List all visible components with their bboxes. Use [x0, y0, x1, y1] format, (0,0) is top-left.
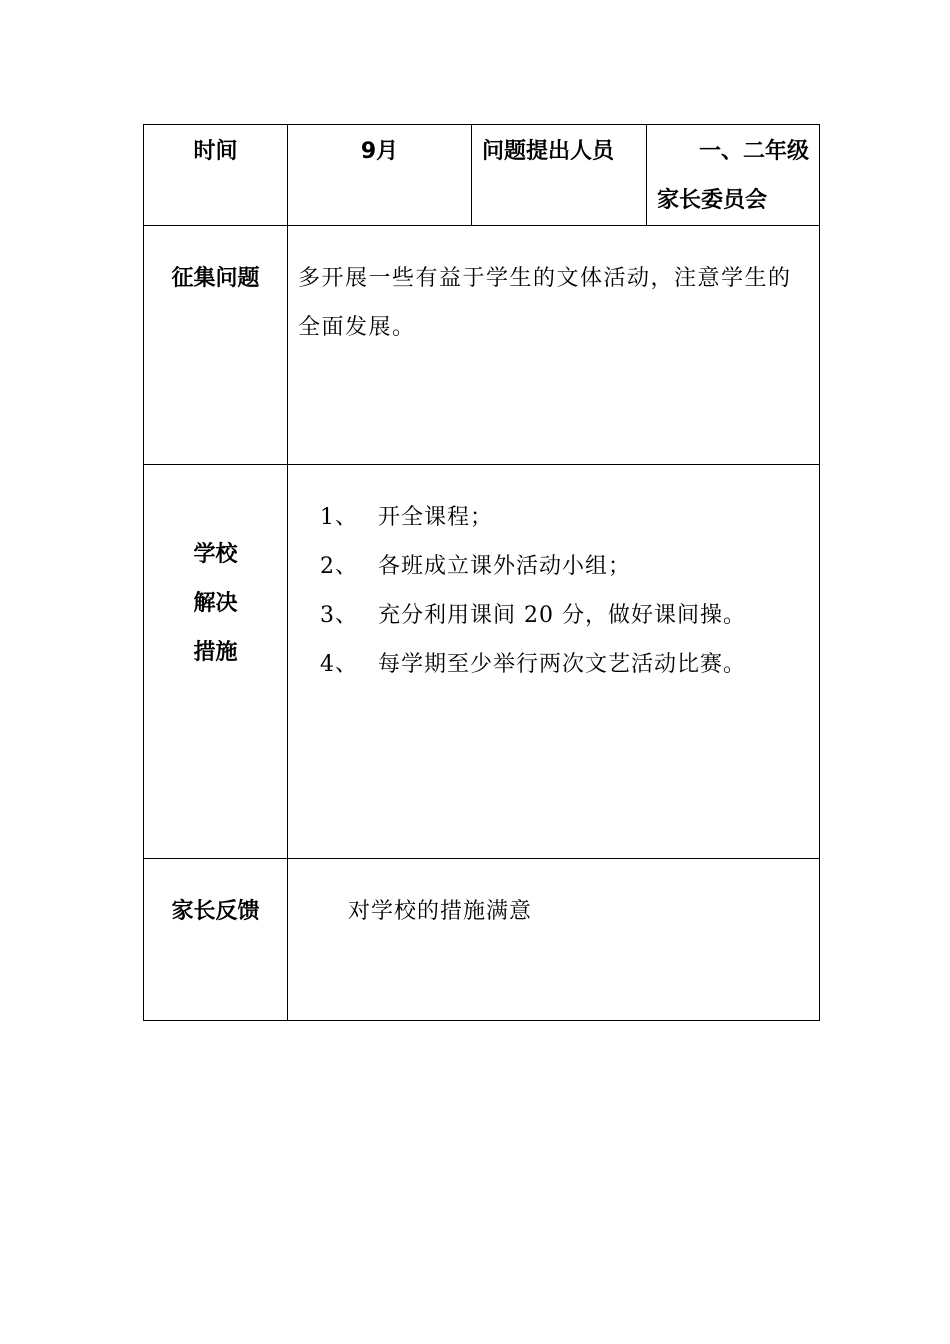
question-row	[144, 226, 820, 465]
raiser-label: 问题提出人员	[472, 125, 647, 226]
question-label: 征集问题	[144, 226, 288, 465]
measure-text: 每学期至少举行两次文艺活动比赛。	[378, 652, 747, 677]
measures-label-line-3: 措施	[193, 640, 238, 665]
measure-number: 3、	[320, 603, 358, 628]
measure-item	[320, 591, 819, 640]
measures-row	[144, 465, 820, 859]
measure-number: 1、	[320, 505, 358, 530]
measure-item	[320, 640, 819, 689]
time-label: 时间	[144, 125, 288, 226]
measure-text: 开全课程；	[378, 505, 494, 530]
raiser-value-line1: 一、二年级	[698, 139, 809, 164]
measures-label-line-2: 解决	[193, 591, 238, 616]
header-row	[144, 125, 820, 226]
measure-number: 4、	[320, 652, 358, 677]
issue-form-table	[143, 124, 820, 1021]
measures-list	[288, 465, 819, 689]
measure-item	[320, 542, 819, 591]
raiser-value	[647, 125, 820, 226]
measure-number: 2、	[320, 554, 358, 579]
measures-label	[144, 465, 288, 859]
question-text: 多开展一些有益于学生的文体活动，注意学生的全面发展。	[288, 226, 820, 465]
measures-content	[288, 465, 820, 859]
raiser-value-line2: 家长委员会	[657, 188, 768, 213]
month-value: 9月	[288, 125, 472, 226]
feedback-text: 对学校的措施满意	[288, 859, 820, 1021]
measure-item	[320, 493, 819, 542]
measure-text: 充分利用课间 20 分，做好课间操。	[378, 603, 746, 628]
feedback-label: 家长反馈	[144, 859, 288, 1021]
feedback-row	[144, 859, 820, 1021]
measure-text: 各班成立课外活动小组；	[378, 554, 632, 579]
measures-label-line-1: 学校	[193, 542, 238, 567]
